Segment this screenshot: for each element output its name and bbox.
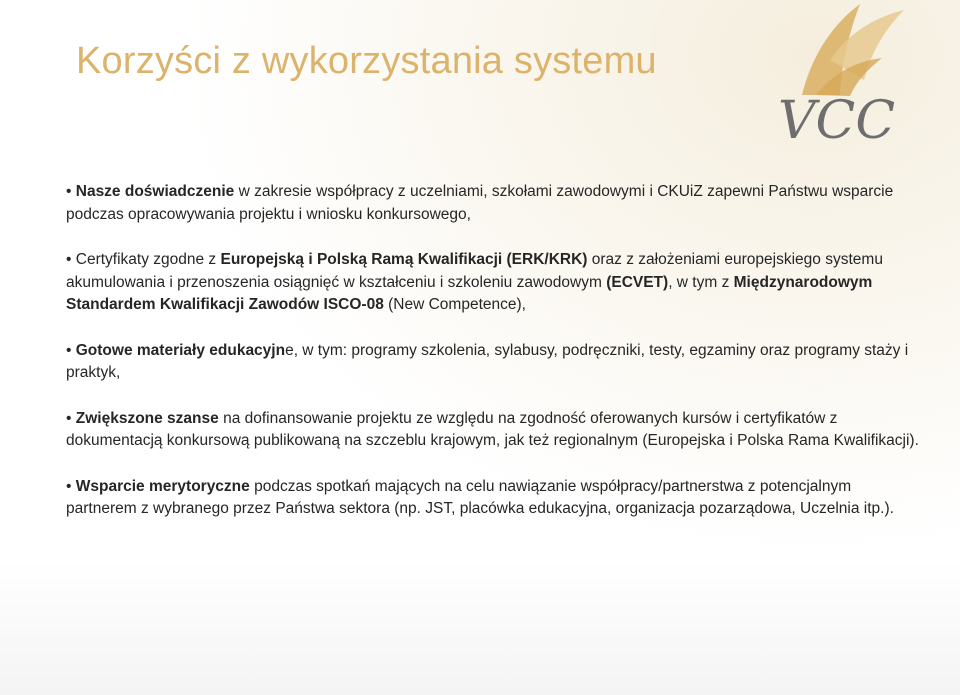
item-bold: (ECVET) xyxy=(606,273,669,291)
slide-title: Korzyści z wykorzystania systemu xyxy=(76,40,657,82)
bullet: • xyxy=(66,183,72,200)
item-text: (New Competence), xyxy=(383,296,526,313)
item-text: podczas spotkań mających na celu nawiązanie współpracy/partnerstwa z potencjalnym partnerem z wybranego przez Państwa sektora (np. JST, placówka edukacyjna, organizacja pozarządowa, Uczelnia itp.). xyxy=(66,477,894,517)
list-item xyxy=(66,340,921,385)
item-text: oraz z założeniami europejskiego systemu akumulowania i przenoszenia osiągnięć w kształceniu i szkoleniu zawodowym xyxy=(66,251,883,291)
list-item xyxy=(66,249,921,317)
background-footer-shade xyxy=(0,560,960,695)
item-text: w zakresie współpracy z uczelniami, szkołami zawodowymi i CKUiZ zapewni Państwu wsparcie podczas opracowywania projektu i wniosku konkursowego, xyxy=(66,183,894,223)
item-bold: Wsparcie merytoryczne xyxy=(75,477,250,495)
item-text: na dofinansowanie projektu ze względu na zgodność oferowanych kursów i certyfikatów z dokumentacją konkursową publikowaną na szczeblu krajowym, jak też regionalnym (Europejska i Polska Rama Kwalifikacji). xyxy=(66,409,919,449)
bullet: • xyxy=(66,477,72,495)
sail-logo-icon xyxy=(772,0,922,150)
bullet: • xyxy=(66,409,72,427)
bullet: • xyxy=(66,251,72,268)
list-item xyxy=(66,476,921,521)
bullet: • xyxy=(66,341,72,359)
item-bold: Międzynarodowym Standardem Kwalifikacji Zawodów ISCO-08 xyxy=(66,273,873,313)
list-item xyxy=(66,408,921,453)
vcc-logo xyxy=(772,0,922,150)
logo-text: VCC xyxy=(778,91,896,150)
list-item xyxy=(66,181,921,226)
item-text: Certyfikaty zgodne z xyxy=(75,251,221,268)
benefits-list xyxy=(66,181,921,544)
item-text: , w tym z xyxy=(668,273,734,291)
item-bold: Zwiększone szanse xyxy=(75,409,219,427)
item-bold: Europejską i Polską Ramą Kwalifikacji (ERK/KRK) xyxy=(220,251,588,268)
item-bold: Nasze doświadczenie xyxy=(75,183,235,200)
item-bold: Gotowe materiały edukacyjn xyxy=(75,341,286,359)
item-text: e, w tym: programy szkolenia, sylabusy, podręczniki, testy, egzaminy oraz programy staży i praktyk, xyxy=(66,341,909,381)
